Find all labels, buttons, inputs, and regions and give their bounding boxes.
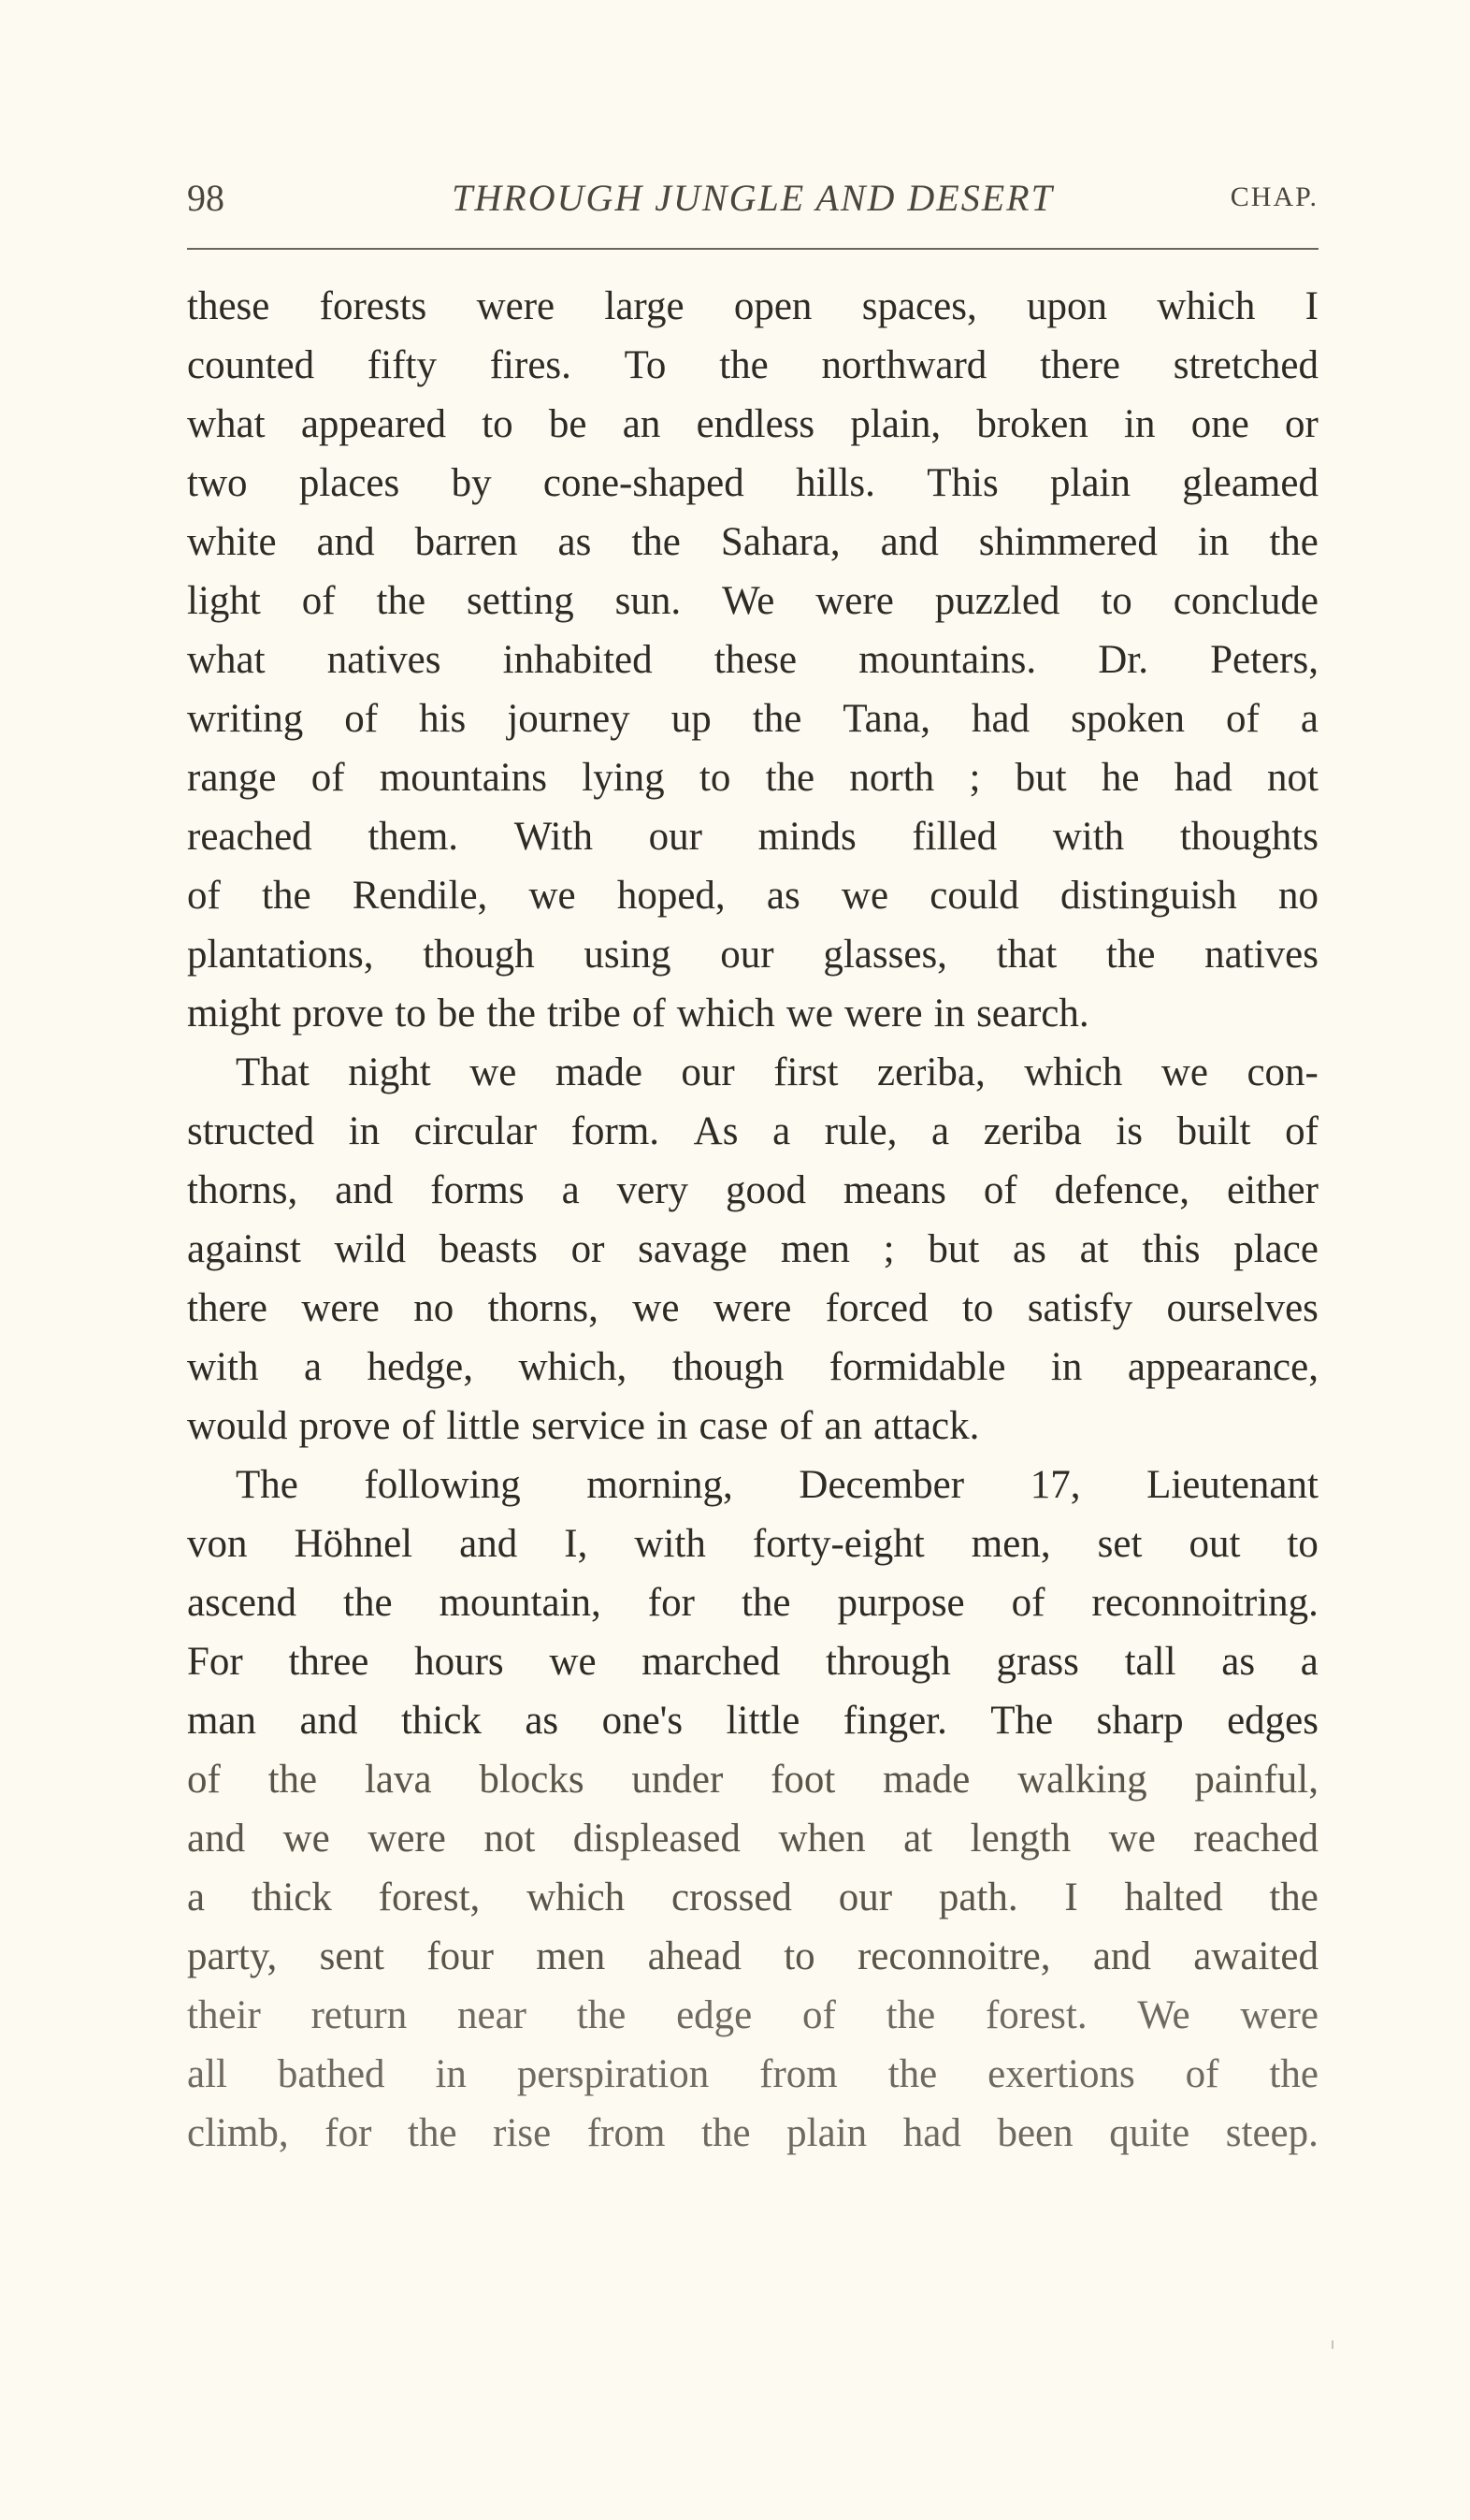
text-line: climb, for the rise from the plain had been quite steep.: [187, 2111, 1319, 2155]
text-line: For three hours we marched through grass tall as a: [187, 1640, 1319, 1684]
text-line: a thick forest, which crossed our path. I halted the: [187, 1876, 1319, 1919]
text-line: what appeared to be an endless plain, broken in one or: [187, 402, 1319, 446]
text-line: their return near the edge of the forest. We were: [187, 1993, 1319, 2037]
text-line: might prove to be the tribe of which we were in search.: [187, 992, 1089, 1036]
text-line: of the Rendile, we hoped, as we could distinguish no: [187, 874, 1319, 918]
paper-speck: [1332, 2340, 1333, 2349]
text-line: light of the setting sun. We were puzzled to conclude: [187, 579, 1319, 623]
text-line: with a hedge, which, though formidable in appearance,: [187, 1345, 1319, 1389]
running-head: [187, 176, 1319, 226]
text-line: structed in circular form. As a rule, a zeriba is built of: [187, 1109, 1319, 1153]
text-line: and we were not displeased when at length we reached: [187, 1817, 1319, 1861]
text-line: all bathed in perspiration from the exertions of the: [187, 2052, 1319, 2096]
text-line: against wild beasts or savage men ; but as at this place: [187, 1227, 1319, 1271]
text-line: range of mountains lying to the north ; but he had not: [187, 756, 1319, 800]
text-line: ascend the mountain, for the purpose of reconnoitring.: [187, 1581, 1319, 1625]
text-line: plantations, though using our glasses, that the natives: [187, 933, 1319, 977]
text-line: these forests were large open spaces, upon which I: [187, 284, 1319, 328]
body-text: [187, 277, 1319, 2163]
text-line: writing of his journey up the Tana, had spoken of a: [187, 697, 1319, 741]
text-line: man and thick as one's little finger. The sharp edges: [187, 1699, 1319, 1743]
text-line: white and barren as the Sahara, and shimmered in the: [187, 520, 1319, 564]
text-line: two places by cone-shaped hills. This plain gleamed: [187, 461, 1319, 505]
running-title: THROUGH JUNGLE AND DESERT: [452, 177, 1054, 219]
text-line: reached them. With our minds filled with thoughts: [187, 815, 1319, 859]
page-number: 98: [187, 177, 224, 219]
chapter-marker: CHAP.: [1230, 181, 1319, 212]
paragraph-start-line: That night we made our first zeriba, which we con-: [236, 1050, 1319, 1094]
text-line: would prove of little service in case of an attack.: [187, 1404, 980, 1448]
text-line: thorns, and forms a very good means of defence, either: [187, 1168, 1319, 1212]
text-line: party, sent four men ahead to reconnoitre, and awaited: [187, 1934, 1319, 1978]
text-line: von Höhnel and I, with forty-eight men, set out to: [187, 1522, 1319, 1566]
text-line: what natives inhabited these mountains. Dr. Peters,: [187, 638, 1319, 682]
text-line: of the lava blocks under foot made walking painful,: [187, 1758, 1319, 1802]
text-line: there were no thorns, we were forced to satisfy ourselves: [187, 1286, 1319, 1330]
text-line: counted fifty fires. To the northward there stretched: [187, 343, 1319, 387]
header-rule: [187, 248, 1319, 250]
paragraph-start-line: The following morning, December 17, Lieutenant: [236, 1463, 1319, 1507]
